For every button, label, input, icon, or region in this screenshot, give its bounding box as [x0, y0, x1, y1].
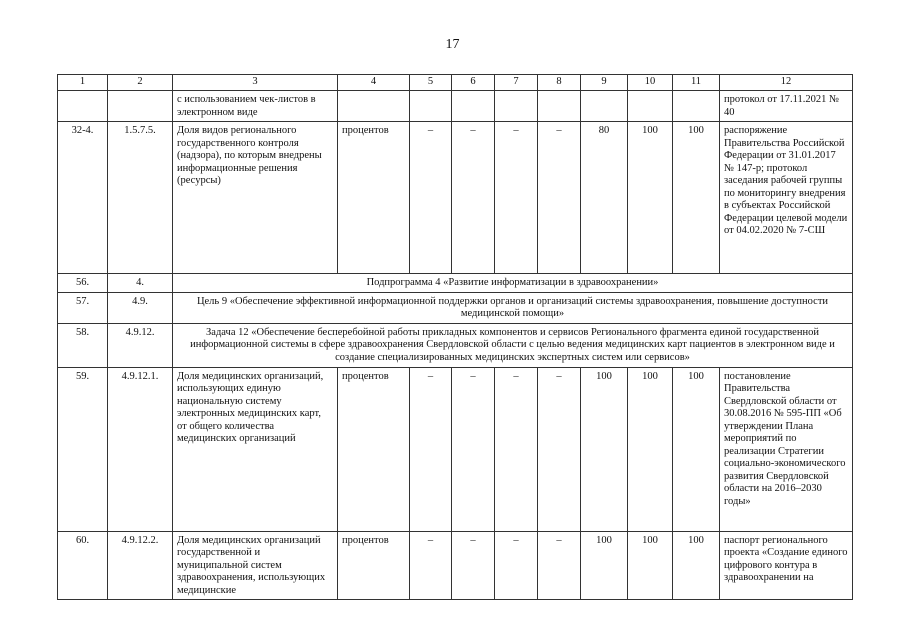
- row-code: 4.9.12.1.: [108, 367, 173, 531]
- value-col-8: –: [538, 531, 581, 600]
- value-col-9: 80: [581, 122, 628, 274]
- value-col-6: –: [452, 122, 495, 274]
- indicator-name: Доля медицинских организаций государственной и муниципальной систем здравоохранения, использующих медицинские: [173, 531, 338, 600]
- value-col-11: 100: [673, 122, 720, 274]
- column-header: 12: [720, 75, 853, 91]
- column-header: 3: [173, 75, 338, 91]
- value-col-5: –: [410, 122, 452, 274]
- table-row: [58, 122, 853, 274]
- column-header: 5: [410, 75, 452, 91]
- column-header: 1: [58, 75, 108, 91]
- value-col-10: 100: [628, 122, 673, 274]
- indicators-table: [57, 74, 853, 600]
- value-col-7: –: [495, 122, 538, 274]
- value-col-5: –: [410, 531, 452, 600]
- value-col-7: –: [495, 367, 538, 531]
- task-title: Задача 12 «Обеспечение бесперебойной работы прикладных компонентов и сервисов Регионального фрагмента единой государственной информационной системы в сфере здравоохранения Свердловской области с целью ведения медицинских карт пациентов в электронном виде и создание специализированных медицинских экспертных систем или сервисов»: [173, 323, 853, 367]
- table-row-continuation: [58, 91, 853, 122]
- basis-document: постановление Правительства Свердловской области от 30.08.2016 № 595-ПП «Об утверждении Плана мероприятий по реализации Стратегии социально-экономического развития Свердловской области на 2016–2030 годы»: [720, 367, 853, 531]
- row-number: 60.: [58, 531, 108, 600]
- row-code: 1.5.7.5.: [108, 122, 173, 274]
- goal-title: Цель 9 «Обеспечение эффективной информационной поддержки органов и организаций системы здравоохранения, повышение доступности медицинской помощи»: [173, 292, 853, 323]
- page-number: 17: [445, 37, 460, 52]
- table-row: [58, 531, 853, 600]
- table-row-section: [58, 292, 853, 323]
- unit: процентов: [338, 531, 410, 600]
- unit: процентов: [338, 122, 410, 274]
- indicator-name: Доля медицинских организаций, использующих единую национальную систему электронных медицинских карт, от общего количества медицинских организаций: [173, 367, 338, 531]
- row-code: 4.9.12.: [108, 323, 173, 367]
- basis-document: протокол от 17.11.2021 № 40: [720, 91, 853, 122]
- value-col-8: –: [538, 122, 581, 274]
- column-header: 9: [581, 75, 628, 91]
- value-col-9: 100: [581, 531, 628, 600]
- column-header: 6: [452, 75, 495, 91]
- value-col-10: 100: [628, 367, 673, 531]
- subprogram-title: Подпрограмма 4 «Развитие информатизации в здравоохранении»: [173, 274, 853, 293]
- column-header: 4: [338, 75, 410, 91]
- column-header: 10: [628, 75, 673, 91]
- value-col-11: 100: [673, 367, 720, 531]
- value-col-6: –: [452, 531, 495, 600]
- value-col-10: 100: [628, 531, 673, 600]
- value-col-5: –: [410, 367, 452, 531]
- row-code: 4.9.12.2.: [108, 531, 173, 600]
- column-number-row: [58, 75, 853, 91]
- row-number: 56.: [58, 274, 108, 293]
- column-header: 11: [673, 75, 720, 91]
- column-header: 2: [108, 75, 173, 91]
- row-code: 4.9.: [108, 292, 173, 323]
- indicator-name: с использованием чек-листов в электронном виде: [173, 91, 338, 122]
- row-number: 59.: [58, 367, 108, 531]
- unit: процентов: [338, 367, 410, 531]
- row-number: 32-4.: [58, 122, 108, 274]
- row-number: 57.: [58, 292, 108, 323]
- basis-document: распоряжение Правительства Российской Федерации от 31.01.2017 № 147-р; протокол заседания рабочей группы по мониторингу внедрения в субъектах Российской Федерации целевой модели от 04.02.2020 № 7-СШ: [720, 122, 853, 274]
- value-col-11: 100: [673, 531, 720, 600]
- value-col-7: –: [495, 531, 538, 600]
- value-col-9: 100: [581, 367, 628, 531]
- table-row-section: [58, 274, 853, 293]
- value-col-8: –: [538, 367, 581, 531]
- column-header: 7: [495, 75, 538, 91]
- basis-document: паспорт регионального проекта «Создание единого цифрового контура в здравоохранении на: [720, 531, 853, 600]
- table-row-section: [58, 323, 853, 367]
- table-row: [58, 367, 853, 531]
- column-header: 8: [538, 75, 581, 91]
- indicator-name: Доля видов регионального государственного контроля (надзора), по которым внедрены информационные решения (ресурсы): [173, 122, 338, 274]
- row-number: 58.: [58, 323, 108, 367]
- row-code: 4.: [108, 274, 173, 293]
- value-col-6: –: [452, 367, 495, 531]
